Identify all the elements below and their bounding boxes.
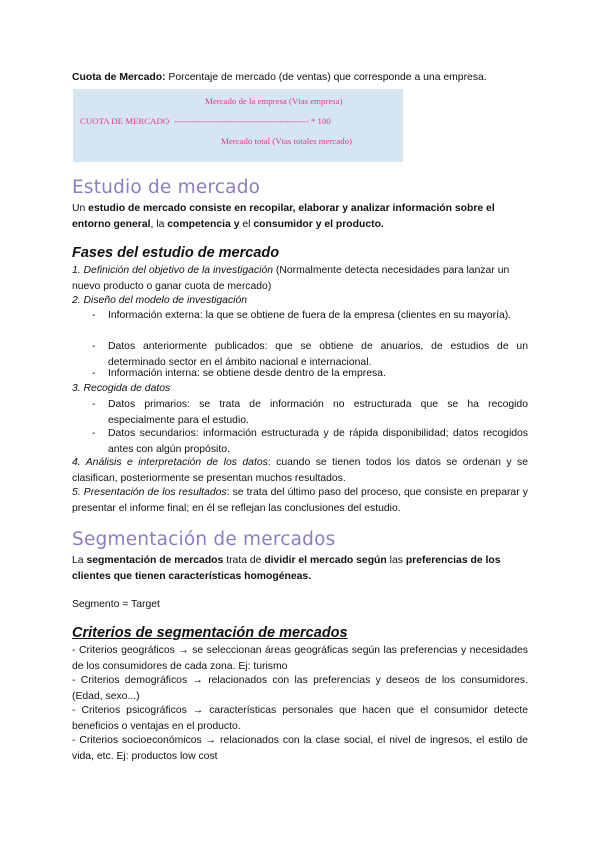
segmentacion-paragraph: La segmentación de mercados trata de dividir el mercado según las preferencias de los clientes que tienen características homogéneas. [72, 555, 501, 582]
criterio-item: - Criterios demográficos → relacionados con las preferencias y deseos de los consumidores. (Edad, sexo...) [72, 675, 528, 702]
cuota-label: Cuota de Mercado: [72, 72, 166, 83]
fase-1-title: 1. Definición del objetivo de la investigación [72, 265, 274, 276]
formula-denominator: Mercado total (Vtas totales mercado) [221, 136, 352, 146]
fase-4-title: 4. Análisis e interpretación de los datos [72, 457, 268, 468]
criterio-item: - Criterios psicográficos → características personales que hacen que el consumidor detecte beneficios o ventajas en el producto. [72, 705, 528, 732]
formula-numerator: Mercado de la empresa (Vtas empresa) [205, 96, 343, 106]
fase-2-item: - Información interna: se obtiene desde dentro de la empresa. [92, 368, 386, 379]
cuota-definition [72, 70, 528, 86]
estudio-p1-c: , la [150, 218, 168, 230]
segmento-target: Segmento = Target [72, 599, 160, 610]
fase-3-item: - Datos secundarios: información estructurada y de rápida disponibilidad; datos recogidos antes con algún propósito. [92, 428, 528, 455]
fase-4 [72, 455, 528, 486]
estudio-p1-f: consumidor y el producto. [253, 218, 384, 230]
fase-3-item: - Datos primarios: se trata de información no estructurada que se ha recogido especialmente para el estudio. [92, 399, 528, 426]
fase-5 [72, 485, 528, 516]
cuota-text: Porcentaje de mercado (de ventas) que corresponde a una empresa. [165, 72, 487, 83]
estudio-p1-e: el [239, 218, 254, 230]
fase-4-text: : cuando se tienen todos los datos se ordenan y se clasifican, posteriormente se presentan muchos resultados. [72, 457, 529, 484]
fase-2-item: - Información externa: la que se obtiene de fuera de la empresa (clientes en su mayoría). [92, 310, 512, 321]
fase-5-text: : se trata del último paso del proceso, que consiste en preparar y presentar el informe final; en él se reflejan las conclusiones del estudio. [72, 487, 528, 514]
formula-dashes: ---------------------------------------------- * 100 [174, 116, 331, 126]
criterio-item: - Criterios geográficos → se seleccionan áreas geográficas según las preferencias y necesidades de los consumidores de cada zona. Ej: turismo [72, 645, 528, 672]
criterios-heading: Criterios de segmentación de mercados [72, 625, 348, 641]
estudio-p1-b: estudio de mercado consiste en recopilar, elaborar y analizar información sobre el entorno general [72, 203, 495, 230]
fase-1-text: (Normalmente detecta necesidades para lanzar un nuevo producto o ganar cuota de mercado) [72, 265, 510, 292]
fase-2-item: - Datos anteriormente publicados: que se obtiene de anuarios, de estudios de un determinado sector en el ámbito nacional e internacional. [92, 341, 528, 368]
segmentacion-heading: Segmentación de mercados [72, 529, 336, 550]
estudio-p1-d: competencia y [167, 218, 240, 230]
cuota-formula-box [73, 89, 403, 162]
fase-2-title: 2. Diseño del modelo de investigación [72, 295, 248, 306]
fase-5-title: 5. Presentación de los resultados [72, 487, 227, 498]
estudio-heading: Estudio de mercado [72, 177, 261, 198]
fase-3-title: 3. Recogida de datos [72, 383, 171, 394]
formula-left-label: CUOTA DE MERCADO [80, 116, 170, 126]
estudio-paragraph [72, 201, 528, 232]
fase-1 [72, 263, 528, 294]
estudio-p1-a: Un [72, 203, 89, 214]
fases-heading: Fases del estudio de mercado [72, 245, 280, 261]
criterio-item: - Criterios socioeconómicos → relacionados con la clase social, el nivel de ingresos, el estilo de vida, etc. Ej: productos low cost [72, 735, 528, 762]
